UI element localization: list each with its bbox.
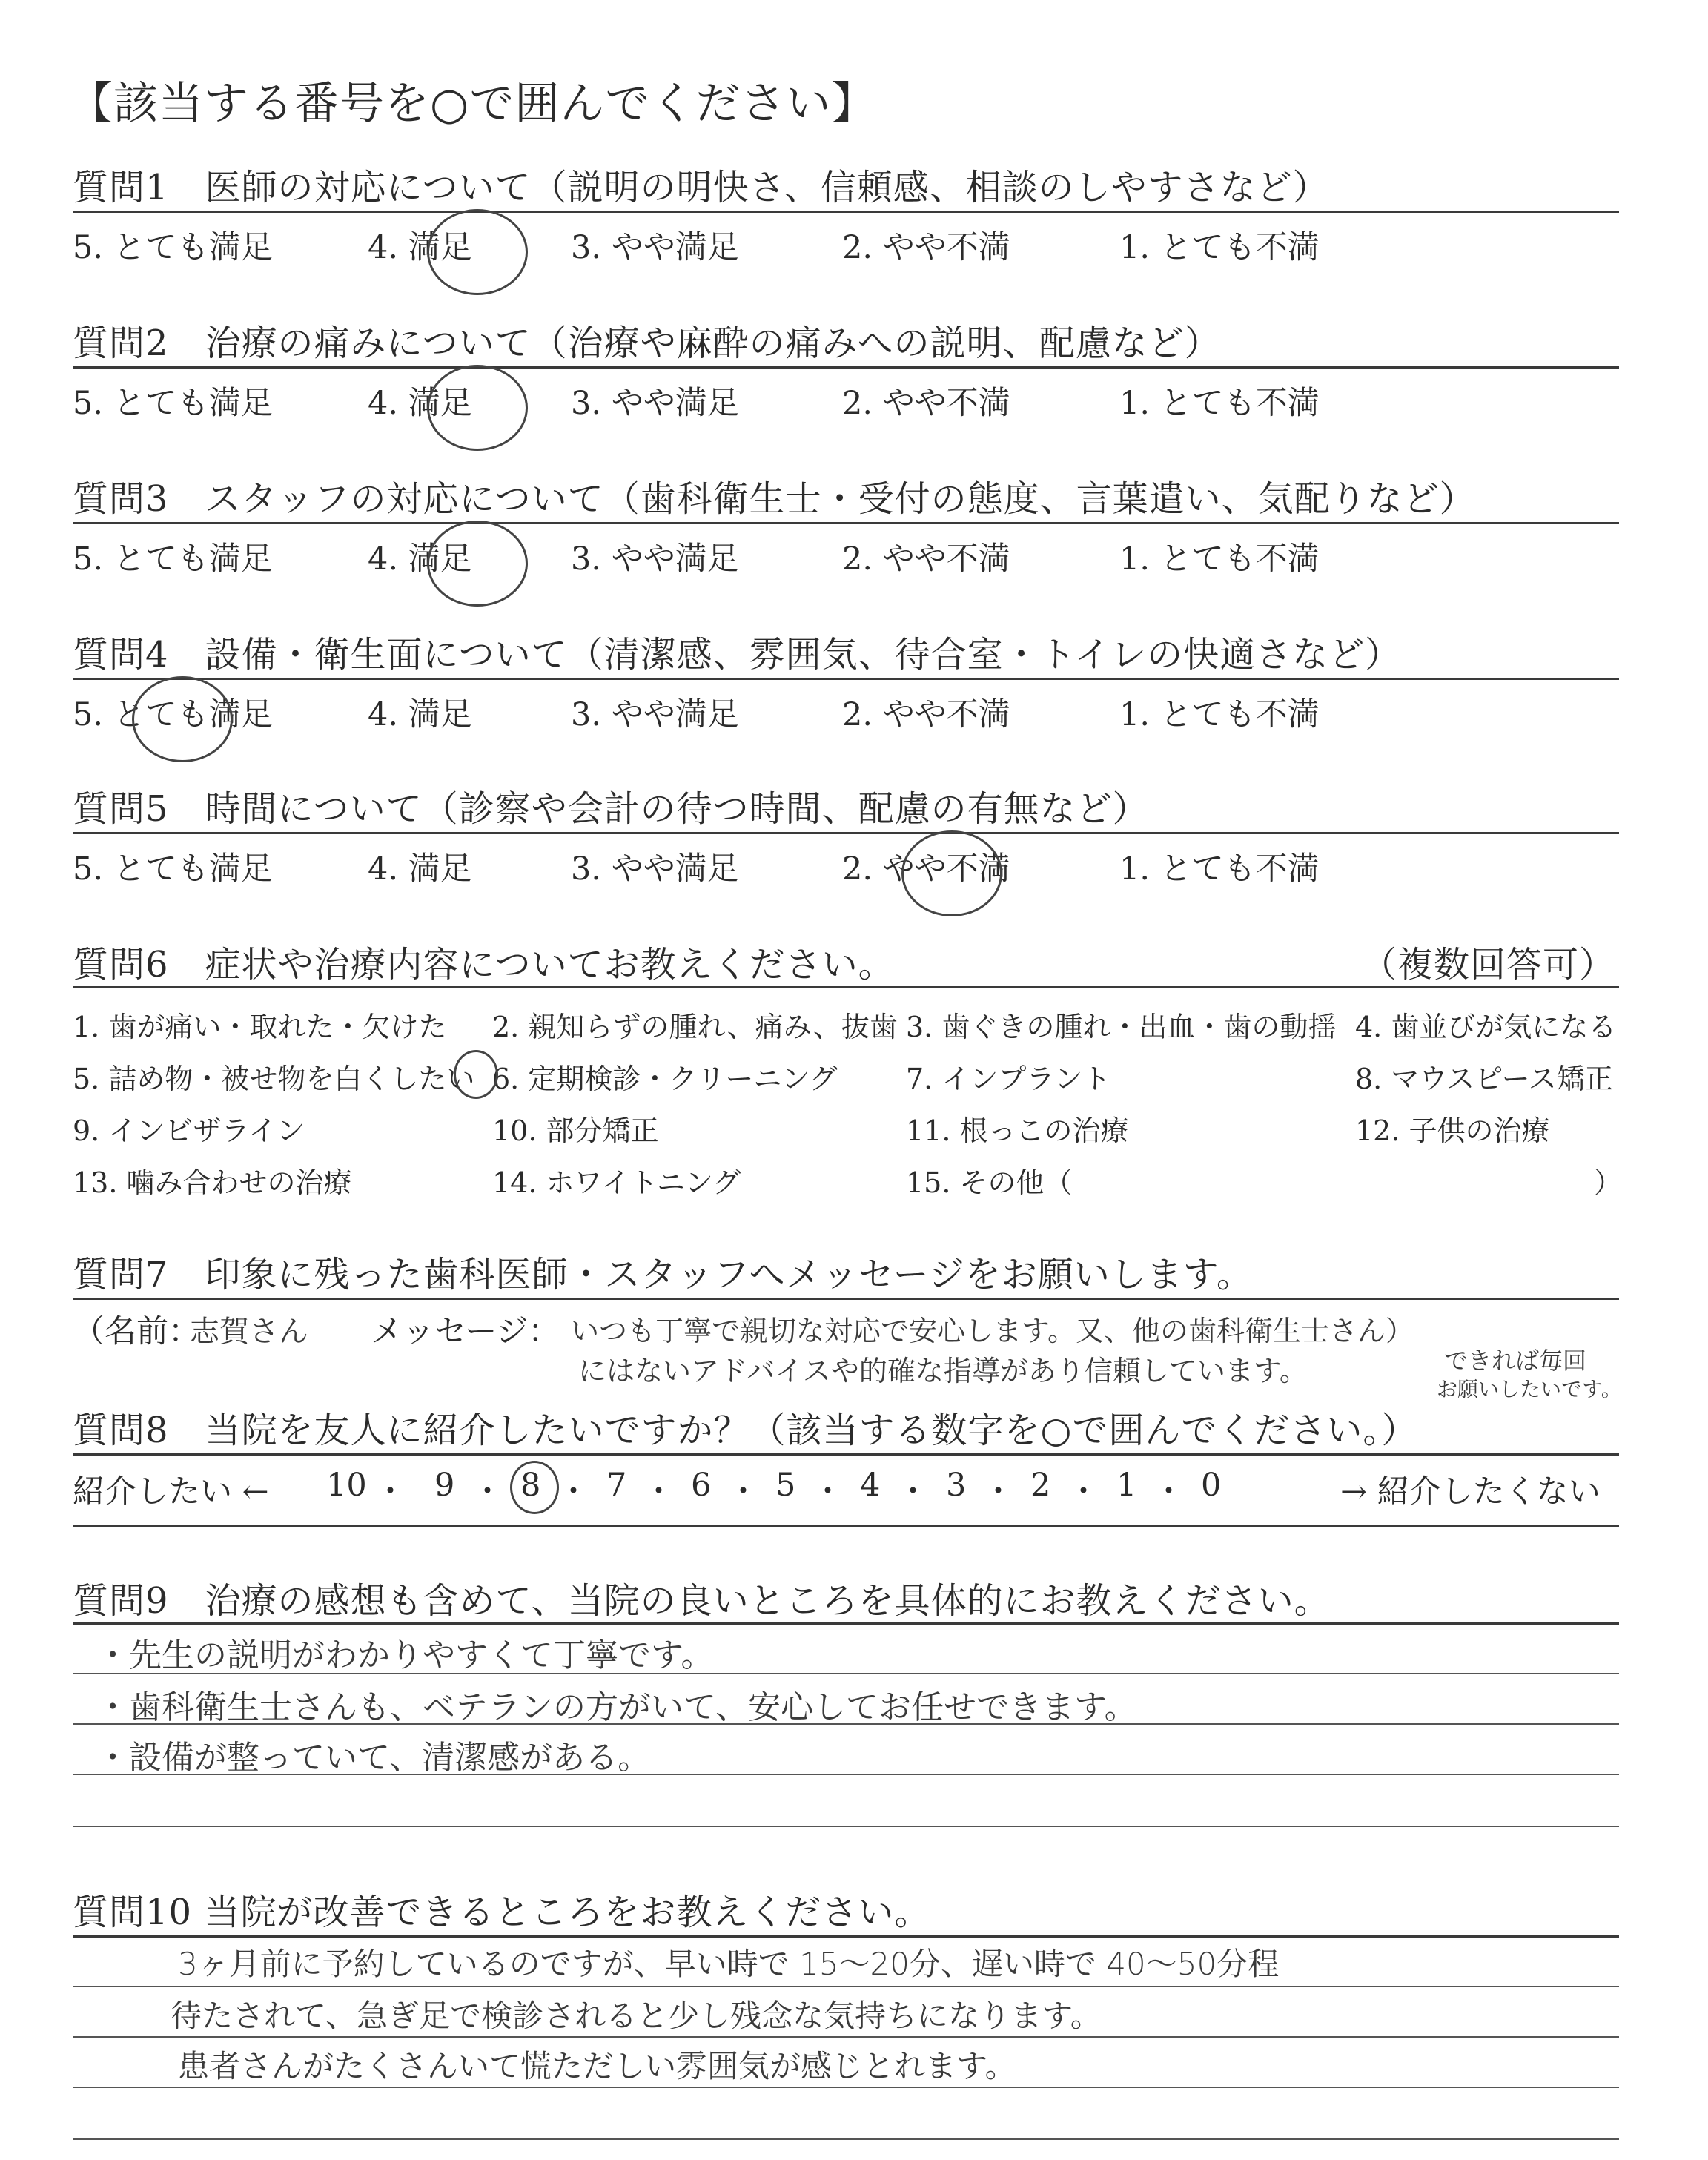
q6-option-14[interactable]: 14. ホワイトニング xyxy=(492,1166,741,1199)
q6-other-close: ） xyxy=(1594,1166,1623,1199)
q4-rule xyxy=(73,678,1619,680)
q8-bottom-rule xyxy=(73,1525,1619,1527)
q6-option-7[interactable]: 7. インプラント xyxy=(906,1063,1111,1095)
q1-rule xyxy=(73,211,1619,213)
q7-name-value: 志賀さん xyxy=(190,1315,308,1349)
q4-answer-circle xyxy=(132,676,233,762)
q6-option-4[interactable]: 4. 歯並びが気になる xyxy=(1355,1011,1617,1043)
q5-title: 質問5 時間について（診察や会計の待つ時間、配慮の有無など） xyxy=(73,788,1149,830)
q4-option-2[interactable]: 2. やや不満 xyxy=(842,696,1010,733)
q9-rule xyxy=(73,1622,1619,1625)
q7-message-line2: にはないアドバイスや的確な指導があり信頼しています。 xyxy=(578,1355,1308,1387)
q4-title: 質問4 設備・衛生面について（清潔感、雰囲気、待合室・トイレの快適さなど） xyxy=(73,634,1402,676)
q8-score-9[interactable]: 9 xyxy=(434,1467,455,1504)
q6-option-8[interactable]: 8. マウスピース矯正 xyxy=(1355,1063,1613,1095)
q6-option-9[interactable]: 9. インビザライン xyxy=(73,1114,305,1147)
q3-option-3[interactable]: 3. やや満足 xyxy=(571,541,739,578)
q5-answer-circle xyxy=(901,830,1002,916)
q8-score-8[interactable]: 8 xyxy=(520,1467,541,1504)
q4-option-5[interactable]: 5. とても満足 xyxy=(73,696,273,733)
q3-option-5[interactable]: 5. とても満足 xyxy=(73,541,273,578)
q6-option-10[interactable]: 10. 部分矯正 xyxy=(492,1114,659,1147)
q6-title: 質問6 症状や治療内容についてお教えください。 xyxy=(73,944,895,985)
q8-separator: ・ xyxy=(1153,1473,1185,1510)
q8-separator: ・ xyxy=(897,1473,929,1510)
q7-message-line1: いつも丁寧で親切な対応で安心します。又、他の歯科衛生士さん） xyxy=(571,1315,1414,1347)
q2-rule xyxy=(73,366,1619,369)
q8-score-7[interactable]: 7 xyxy=(606,1467,627,1504)
q10-answer-2: 待たされて、急ぎ足で検診されると少し残念な気持ちになります。 xyxy=(171,1998,1102,2034)
q6-option-2[interactable]: 2. 親知らずの腫れ、痛み、抜歯 xyxy=(492,1011,898,1043)
q9-title: 質問9 治療の感想も含めて、当院の良いところを具体的にお教えください。 xyxy=(73,1580,1331,1622)
q2-answer-circle xyxy=(427,365,528,451)
q8-separator: ・ xyxy=(557,1473,589,1510)
q6-option-1[interactable]: 1. 歯が痛い・取れた・欠けた xyxy=(73,1011,447,1043)
q4-option-1[interactable]: 1. とても不満 xyxy=(1119,696,1320,733)
q6-option-13[interactable]: 13. 噛み合わせの治療 xyxy=(73,1166,352,1199)
q8-separator: ・ xyxy=(374,1473,406,1510)
q9-answer-3: ・設備が整っていて、清潔感がある。 xyxy=(96,1739,651,1777)
q8-score-2[interactable]: 2 xyxy=(1030,1467,1051,1504)
q8-title: 質問8 当院を友人に紹介したいですか？（該当する数字を○で囲んでください。） xyxy=(73,1410,1418,1451)
q3-rule xyxy=(73,522,1619,524)
q10-rule xyxy=(73,1935,1619,1938)
q7-name-label: （名前： xyxy=(73,1313,200,1350)
q7-rule xyxy=(73,1298,1619,1300)
q10-title: 質問10 当院が改善できるところをお教えください。 xyxy=(73,1892,931,1933)
q8-separator: ・ xyxy=(982,1473,1014,1510)
q8-left-label: 紹介したい ← xyxy=(73,1473,269,1510)
q8-score-1[interactable]: 1 xyxy=(1116,1467,1137,1504)
q2-title: 質問2 治療の痛みについて（治療や麻酔の痛みへの説明、配慮など） xyxy=(73,323,1221,364)
q7-message-label: メッセージ： xyxy=(371,1313,560,1350)
q6-answer-circle xyxy=(454,1050,498,1099)
q6-option-11[interactable]: 11. 根っこの治療 xyxy=(906,1114,1129,1147)
q7-title: 質問7 印象に残った歯科医師・スタッフへメッセージをお願いします。 xyxy=(73,1254,1253,1295)
q1-option-1[interactable]: 1. とても不満 xyxy=(1119,229,1320,266)
q2-option-4[interactable]: 4. 満足 xyxy=(368,385,472,422)
q6-note: （複数回答可） xyxy=(1361,944,1616,985)
q4-option-4[interactable]: 4. 満足 xyxy=(368,696,472,733)
q2-option-5[interactable]: 5. とても満足 xyxy=(73,385,273,422)
q1-title: 質問1 医師の対応について（説明の明快さ、信頼感、相談のしやすさなど） xyxy=(73,167,1329,208)
q3-answer-circle xyxy=(427,521,528,607)
q10-line-4 xyxy=(73,2138,1619,2140)
q6-option-6[interactable]: 6. 定期検診・クリーニング xyxy=(492,1063,838,1095)
q6-option-12[interactable]: 12. 子供の治療 xyxy=(1355,1114,1550,1147)
q8-score-10[interactable]: 10 xyxy=(326,1467,367,1504)
q1-option-3[interactable]: 3. やや満足 xyxy=(571,229,739,266)
q3-option-2[interactable]: 2. やや不満 xyxy=(842,541,1010,578)
q8-separator: ・ xyxy=(471,1473,503,1510)
q8-rule xyxy=(73,1453,1619,1456)
q2-option-3[interactable]: 3. やや満足 xyxy=(571,385,739,422)
q5-option-2[interactable]: 2. やや不満 xyxy=(842,851,1010,888)
survey-heading: 【該当する番号を○で囲んでください】 xyxy=(68,78,877,130)
q7-message-aside1: できれば毎回 xyxy=(1444,1347,1587,1375)
q8-score-6[interactable]: 6 xyxy=(691,1467,712,1504)
q1-option-5[interactable]: 5. とても満足 xyxy=(73,229,273,266)
q10-line-3 xyxy=(73,2087,1619,2088)
q2-option-2[interactable]: 2. やや不満 xyxy=(842,385,1010,422)
q8-score-4[interactable]: 4 xyxy=(860,1467,881,1504)
q6-rule xyxy=(73,986,1619,988)
q9-answer-1: ・先生の説明がわかりやすくて丁寧です。 xyxy=(96,1636,714,1674)
q2-option-1[interactable]: 1. とても不満 xyxy=(1119,385,1320,422)
q3-title: 質問3 スタッフの対応について（歯科衛生士・受付の態度、言葉遣い、気配りなど） xyxy=(73,478,1476,520)
q4-option-3[interactable]: 3. やや満足 xyxy=(571,696,739,733)
q5-option-1[interactable]: 1. とても不満 xyxy=(1119,851,1320,888)
q5-option-5[interactable]: 5. とても満足 xyxy=(73,851,273,888)
q8-score-5[interactable]: 5 xyxy=(775,1467,796,1504)
q8-answer-circle xyxy=(510,1461,559,1514)
q8-separator: ・ xyxy=(1068,1473,1099,1510)
q1-option-4[interactable]: 4. 満足 xyxy=(368,229,472,266)
q9-answer-2: ・歯科衛生士さんも、ベテランの方がいて、安心してお任せできます。 xyxy=(96,1688,1137,1726)
q8-separator: ・ xyxy=(727,1473,759,1510)
q8-separator: ・ xyxy=(643,1473,675,1510)
q8-right-label: → 紹介したくない xyxy=(1340,1473,1601,1510)
q10-line-1 xyxy=(73,1986,1619,1987)
q6-option-3[interactable]: 3. 歯ぐきの腫れ・出血・歯の動揺 xyxy=(906,1011,1337,1043)
q1-answer-circle xyxy=(427,209,528,295)
q10-answer-3: 患者さんがたくさんいて慌ただしい雰囲気が感じとれます。 xyxy=(178,2048,1016,2084)
q6-option-15[interactable]: 15. その他（ xyxy=(906,1166,1073,1199)
q1-option-2[interactable]: 2. やや不満 xyxy=(842,229,1010,266)
q8-separator: ・ xyxy=(812,1473,844,1510)
q6-option-5[interactable]: 5. 詰め物・被せ物を白くしたい xyxy=(73,1063,475,1095)
q5-option-3[interactable]: 3. やや満足 xyxy=(571,851,739,888)
q3-option-4[interactable]: 4. 満足 xyxy=(368,541,472,578)
q10-line-2 xyxy=(73,2036,1619,2038)
q3-option-1[interactable]: 1. とても不満 xyxy=(1119,541,1320,578)
q8-score-3[interactable]: 3 xyxy=(946,1467,967,1504)
q7-message-aside2: お願いしたいです。 xyxy=(1437,1377,1622,1401)
q9-line-4 xyxy=(73,1826,1619,1827)
q10-answer-1: 3ヶ月前に予約しているのですが、早い時で 15～20分、遅い時で 40～50分程 xyxy=(178,1946,1280,1982)
q5-rule xyxy=(73,832,1619,834)
q5-option-4[interactable]: 4. 満足 xyxy=(368,851,472,888)
q8-score-0[interactable]: 0 xyxy=(1201,1467,1222,1504)
